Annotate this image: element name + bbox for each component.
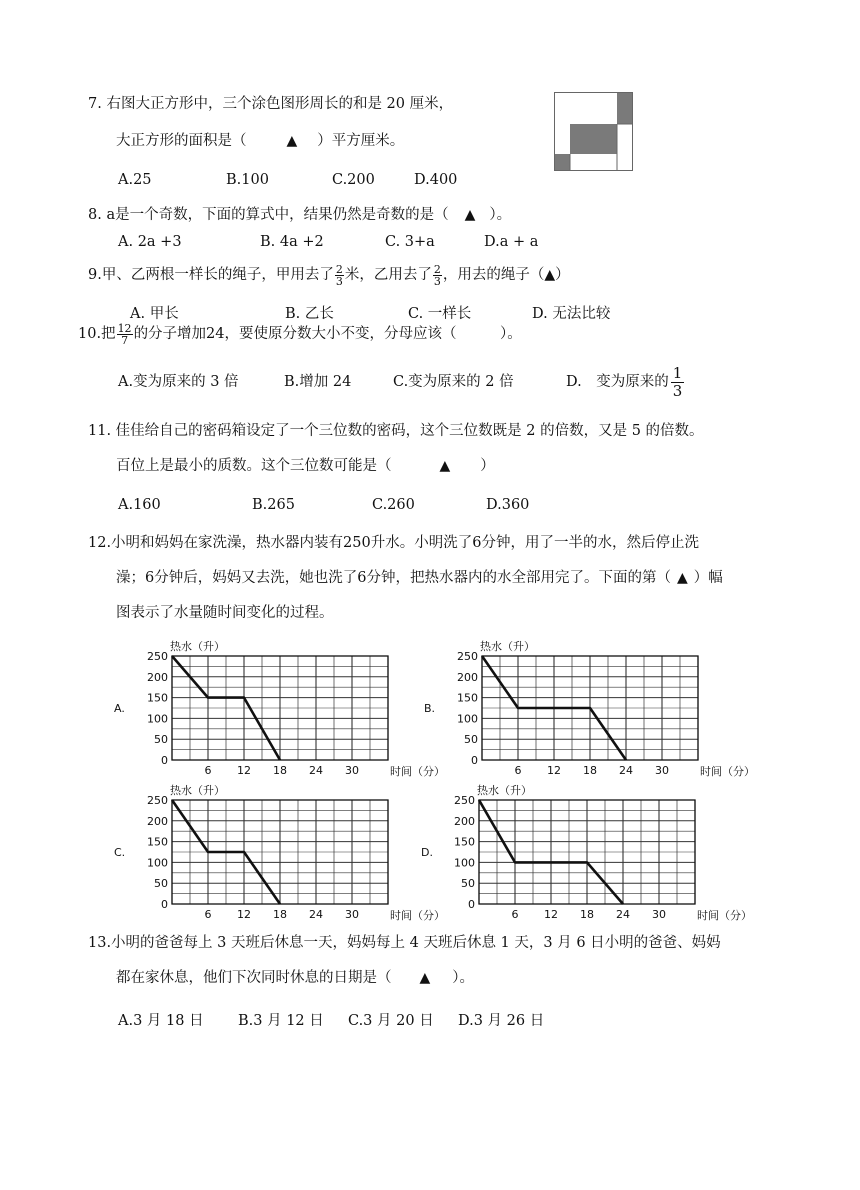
y-tick-label: 50 — [154, 877, 168, 891]
q9-fraction-2 — [433, 264, 442, 287]
chart-title: 热水（升） — [170, 640, 225, 653]
q10-stem — [78, 321, 522, 347]
q12-line3: 图表示了水量随时间变化的过程。 — [116, 605, 334, 621]
y-tick-label: 200 — [147, 670, 168, 684]
q9-option-d: D. 无法比较 — [532, 306, 611, 322]
q9-option-b: B. 乙长 — [285, 306, 334, 322]
q10-option-b: B.增加 24 — [284, 374, 352, 390]
chart-title: 热水（升） — [480, 640, 535, 653]
chart-d — [415, 782, 752, 922]
q11-option-c: C.260 — [372, 497, 415, 513]
x-tick-label: 24 — [619, 764, 633, 777]
y-tick-label: 100 — [457, 712, 478, 726]
q9-mid: 米，乙用去了 — [344, 267, 432, 283]
q7-option-c: C.200 — [332, 172, 375, 188]
x-axis-label: 时间（分） — [390, 765, 445, 778]
q8-post: ）。 — [489, 207, 512, 223]
q9-end: ） — [555, 267, 570, 283]
q10-option-d — [566, 364, 684, 400]
x-tick-label: 30 — [652, 908, 666, 921]
q9-post: ，用去的绳子（ — [442, 267, 545, 283]
q11-option-b: B.265 — [252, 497, 295, 513]
q8-option-c: C. 3+a — [385, 234, 435, 250]
y-tick-label: 50 — [461, 877, 475, 891]
chart-a — [108, 638, 445, 784]
chart-panel-label: D. — [421, 846, 433, 859]
q12-line1: 12.小明和妈妈在家洗澡，热水器内装有250升水。小明洗了6分钟，用了一半的水，然后停止洗 — [88, 535, 699, 551]
q8-option-d: D.a + a — [484, 234, 539, 250]
chart-panel-label: C. — [114, 846, 126, 859]
q7-option-d: D.400 — [414, 172, 458, 188]
y-tick-label: 200 — [454, 814, 475, 828]
q12-line2 — [116, 568, 723, 588]
q9-option-c: C. 一样长 — [408, 306, 472, 322]
q9-stem — [88, 262, 570, 288]
frac-num: 2 — [335, 262, 343, 276]
q8-stem — [88, 205, 511, 225]
x-tick-label: 30 — [345, 764, 359, 777]
x-axis-label: 时间（分） — [390, 909, 445, 922]
x-tick-label: 6 — [204, 764, 212, 777]
q13-option-a: A.3 月 18 日 — [118, 1013, 204, 1029]
q13-option-d: D.3 月 26 日 — [458, 1013, 545, 1029]
y-tick-label: 100 — [147, 856, 168, 870]
q7-option-a: A.25 — [118, 172, 152, 188]
y-tick-label: 0 — [468, 898, 475, 911]
x-tick-label: 12 — [237, 764, 251, 777]
x-tick-label: 18 — [273, 764, 287, 777]
q11-option-d: D.360 — [486, 497, 530, 513]
q7-option-b: B.100 — [226, 172, 269, 188]
x-tick-label: 30 — [345, 908, 359, 921]
q13-line2-pre: 都在家休息，他们下次同时休息的日期是（ — [116, 970, 392, 986]
x-tick-label: 24 — [309, 908, 323, 921]
q10-post: 的分子增加24，要使原分数大小不变，分母应该（ ）。 — [133, 326, 522, 342]
chart-title: 热水（升） — [170, 784, 225, 797]
answer-triangle-icon: ▲ — [439, 458, 451, 474]
q11-line2 — [116, 456, 495, 476]
answer-triangle-icon: ▲ — [286, 133, 298, 149]
answer-triangle-icon: ▲ — [676, 570, 688, 586]
x-tick-label: 12 — [544, 908, 558, 921]
q7-line2 — [116, 131, 404, 151]
q9-pre: 9.甲、乙两根一样长的绳子，甲用去了 — [88, 267, 334, 283]
x-tick-label: 6 — [511, 908, 519, 921]
q10-option-a: A.变为原来的 3 倍 — [118, 374, 239, 390]
q13-line2 — [116, 968, 474, 988]
chart-title: 热水（升） — [477, 784, 532, 797]
q7-line1: 7. 右图大正方形中，三个涂色图形周长的和是 20 厘米， — [88, 96, 454, 112]
y-tick-label: 150 — [457, 691, 478, 705]
x-tick-label: 6 — [204, 908, 212, 921]
frac-den: 3 — [433, 274, 441, 288]
y-tick-label: 100 — [454, 856, 475, 870]
q11-line1: 11. 佳佳给自己的密码箱设定了一个三位数的密码，这个三位数既是 2 的倍数，又是 5 的倍数。 — [88, 423, 704, 439]
q10-fraction — [117, 323, 133, 346]
y-tick-label: 0 — [161, 898, 168, 911]
q9-fraction-1 — [335, 264, 344, 287]
q10-option-d-text: D. 变为原来的 — [566, 374, 669, 390]
x-tick-label: 6 — [514, 764, 522, 777]
x-tick-label: 30 — [655, 764, 669, 777]
frac-num: 12 — [117, 321, 132, 335]
q10-pre: 10.把 — [78, 326, 116, 342]
answer-triangle-icon: ▲ — [544, 267, 556, 283]
q13-line1: 13.小明的爸爸每上 3 天班后休息一天，妈妈每上 4 天班后休息 1 天，3 月 6 日小明的爸爸、妈妈 — [88, 935, 721, 951]
q13-line2-post: ）。 — [452, 970, 475, 986]
chart-c — [108, 782, 445, 922]
q11-line2-post: ） — [480, 458, 495, 474]
x-axis-label: 时间（分） — [697, 909, 752, 922]
frac-den: 3 — [335, 274, 343, 288]
q8-text: 8. a是一个奇数，下面的算式中，结果仍然是奇数的是（ — [88, 207, 449, 223]
frac-num: 1 — [672, 363, 683, 382]
x-tick-label: 24 — [309, 764, 323, 777]
q13-option-c: C.3 月 20 日 — [348, 1013, 434, 1029]
y-tick-label: 150 — [454, 835, 475, 849]
chart-b — [418, 638, 755, 784]
y-tick-label: 250 — [454, 794, 475, 807]
y-tick-label: 200 — [147, 814, 168, 828]
y-tick-label: 150 — [147, 691, 168, 705]
y-tick-label: 200 — [457, 670, 478, 684]
chart-panel-label: B. — [424, 702, 436, 715]
answer-triangle-icon: ▲ — [464, 207, 476, 223]
x-tick-label: 12 — [547, 764, 561, 777]
x-axis-label: 时间（分） — [700, 765, 755, 778]
y-tick-label: 50 — [154, 733, 168, 747]
x-tick-label: 18 — [580, 908, 594, 921]
q13-option-b: B.3 月 12 日 — [238, 1013, 324, 1029]
q12-line2-post: ）幅 — [693, 570, 723, 586]
q8-option-b: B. 4a +2 — [260, 234, 324, 250]
frac-den: 3 — [672, 381, 683, 400]
q10-option-c: C.变为原来的 2 倍 — [393, 374, 514, 390]
y-tick-label: 250 — [147, 650, 168, 663]
chart-panel-label: A. — [114, 702, 125, 715]
q11-line2-pre: 百位上是最小的质数。这个三位数可能是（ — [116, 458, 392, 474]
x-tick-label: 24 — [616, 908, 630, 921]
y-tick-label: 150 — [147, 835, 168, 849]
q7-line2-post: ）平方厘米。 — [317, 133, 405, 149]
y-tick-label: 0 — [161, 754, 168, 767]
q11-option-a: A.160 — [118, 497, 161, 513]
frac-den: 7 — [121, 333, 129, 347]
x-tick-label: 18 — [273, 908, 287, 921]
x-tick-label: 18 — [583, 764, 597, 777]
y-tick-label: 250 — [147, 794, 168, 807]
q7-line2-pre: 大正方形的面积是（ — [116, 133, 247, 149]
y-tick-label: 250 — [457, 650, 478, 663]
y-tick-label: 50 — [464, 733, 478, 747]
q9-option-a: A. 甲长 — [130, 306, 179, 322]
y-tick-label: 0 — [471, 754, 478, 767]
square-figure — [554, 92, 634, 172]
q10-option-d-fraction — [671, 365, 685, 400]
q12-line2-pre: 澡；6分钟后，妈妈又去洗，她也洗了6分钟，把热水器内的水全部用完了。下面的第（ — [116, 570, 671, 586]
answer-triangle-icon: ▲ — [419, 970, 431, 986]
y-tick-label: 100 — [147, 712, 168, 726]
frac-num: 2 — [433, 262, 441, 276]
x-tick-label: 12 — [237, 908, 251, 921]
q8-option-a: A. 2a +3 — [118, 234, 182, 250]
